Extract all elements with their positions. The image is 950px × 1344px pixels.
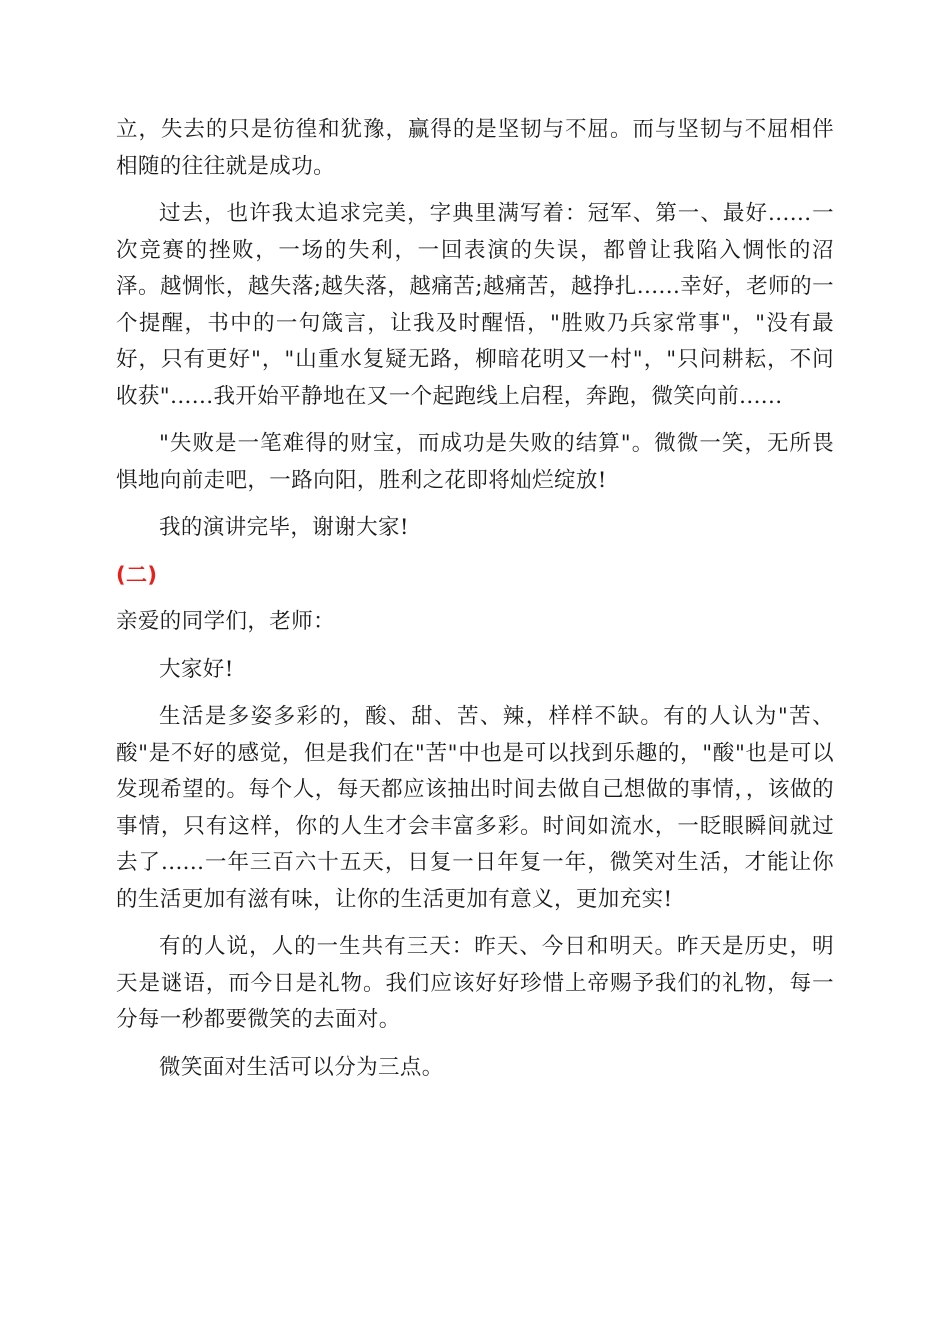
paragraph-past-perfection: 过去，也许我太追求完美，字典里满写着：冠军、第一、最好......一次竞赛的挫败，一场的失利，一回表演的失误，都曾让我陷入惆怅的沼泽。越惆怅，越失落;越失落，越痛苦;越痛苦，越挣扎......幸好，老师的一个提醒，书中的一句箴言，让我及时醒悟，"胜败乃兵家常事"，"没有最好，只有更好"，"山重水复疑无路，柳暗花明又一村"，"只问耕耘，不问收获"......我开始平静地在又一个起跑线上启程，奔跑，微笑向前...... <box>116 201 834 409</box>
document-page <box>116 112 834 1086</box>
salutation: 亲爱的同学们，老师： <box>116 609 336 634</box>
paragraph-life-colorful: 生活是多姿多彩的，酸、甜、苦、辣，样样不缺。有的人认为"苦、酸"是不好的感觉，但是我们在"苦"中也是可以找到乐趣的，"酸"也是可以发现希望的。每个人，每天都应该抽出时间去做自己想做的事情，，该做的事情，只有这样，你的人生才会丰富多彩。时间如流水，一眨眼瞬间就过去了......一年三百六十五天，日复一日年复一年，微笑对生活，才能让你的生活更加有滋有味，让你的生活更加有意义，更加充实! <box>116 704 834 912</box>
paragraph-continuation: 立，失去的只是彷徨和犹豫，赢得的是坚韧与不屈。而与坚韧与不屈相伴相随的往往就是成功。 <box>116 117 834 179</box>
paragraph-three-points: 微笑面对生活可以分为三点。 <box>159 1054 444 1080</box>
paragraph-three-days: 有的人说，人的一生共有三天：昨天、今日和明天。昨天是历史，明天是谜语，而今日是礼物。我们应该好好珍惜上帝赐予我们的礼物，每一分每一秒都要微笑的去面对。 <box>116 934 834 1032</box>
section-heading-two: (二) <box>116 562 158 587</box>
paragraph-speech-end: 我的演讲完毕，谢谢大家! <box>159 515 409 540</box>
greeting: 大家好! <box>159 656 234 682</box>
paragraph-failure-treasure: "失败是一笔难得的财宝，而成功是失败的结算"。微微一笑，无所畏惧地向前走吧，一路向阳，胜利之花即将灿烂绽放! <box>116 431 834 493</box>
